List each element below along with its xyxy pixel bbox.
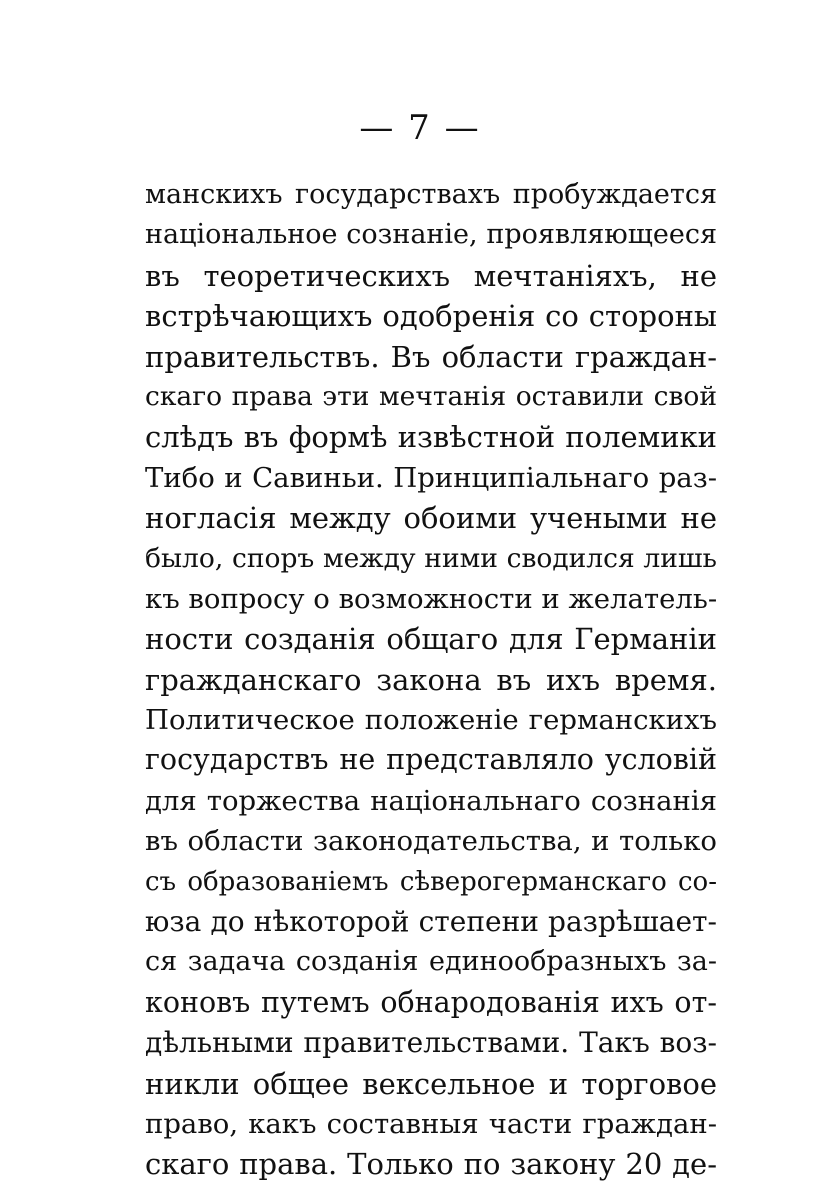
text-line: гражданскаго закона въ ихъ время. [145,662,717,697]
text-line: никли общее вексельное и торговое [145,1066,717,1101]
text-line: въ теоретическихъ мечтаніяхъ, не [145,258,717,293]
text-line: ногласія между обоими учеными не [145,501,717,536]
text-line: въ области законодательства, и только [145,825,717,858]
text-line: ности созданія общаго для Германіи [145,622,717,657]
text-line: было, споръ между ними сводился лишь [145,542,717,574]
text-line: Тибо и Савиньи. Принципіальнаго раз- [145,461,717,494]
text-line: манскихъ государствахъ пробуждается [145,179,717,210]
page-number: — 7 — [359,108,481,148]
text-line: юза до нѣкоторой степени разрѣшает- [145,905,717,939]
text-line: съ образованіемъ сѣверогерманскаго со- [145,866,717,897]
text-line: коновъ путемъ обнародованія ихъ от- [145,985,717,1019]
text-line: національное сознаніе, проявляющееся [145,219,717,251]
text-line: ся задача созданія единообразныхъ за- [145,946,717,978]
text-line: правительствъ. Въ области граждан- [145,339,717,374]
text-line: скаго права. Только по закону 20 де- [145,1147,717,1182]
text-line: право, какъ составныя части граждан- [145,1107,717,1140]
text-line: Политическое положеніе германскихъ [145,704,717,737]
text-line: скаго права эти мечтанія оставили свой [145,380,717,412]
text-line: слѣдъ въ формѣ извѣстной полемики [145,420,717,455]
text-line: встрѣчающихъ одобренія со стороны [145,299,717,334]
body-text [145,175,717,1185]
text-line: дѣльными правительствами. Такъ воз- [145,1026,717,1060]
text-line: для торжества національнаго сознанія [145,784,717,817]
text-line: къ вопросу о возможности и желатель- [145,582,717,615]
text-line: государствъ не представляло условій [145,743,717,777]
